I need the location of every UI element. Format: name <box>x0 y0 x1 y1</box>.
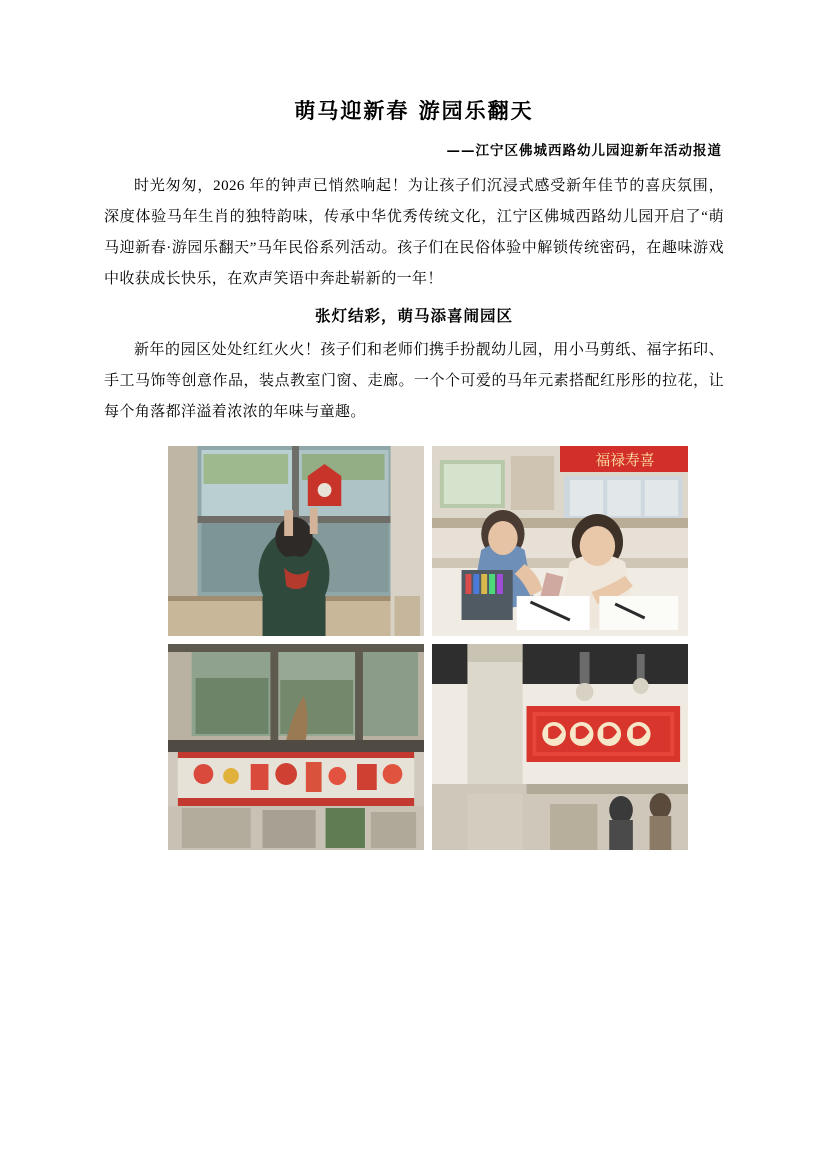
page-title: 萌马迎新春 游园乐翻天 <box>294 98 534 123</box>
document-subtitle: ——江宁区佛城西路幼儿园迎新年活动报道 <box>446 143 722 160</box>
section-paragraph: 新年的园区处处红红火火！孩子们和老师们携手扮靓幼儿园，用小马剪纸、福字拓印、手工马饰等创意作品，装点教室门窗、走廊。一个个可爱的马年元素搭配红彤彤的拉花，让每个角落都洋溢着浓浓的年味与童趣。 <box>104 342 724 420</box>
document-content <box>104 96 724 850</box>
photo-red-banner <box>432 644 688 850</box>
section-heading: 张灯结彩，萌马添喜闹园区 <box>314 306 513 326</box>
photo-corridor-decor <box>168 644 424 850</box>
intro-paragraph: 时光匆匆，2026 年的钟声已悄然响起！为让孩子们沉浸式感受新年佳节的喜庆氛围，深度体验马年生肖的独特韵味，传承中华优秀传统文化，江宁区佛城西路幼儿园开启了“萌马迎新春·游园乐翻天”马年民俗系列活动。孩子们在民俗体验中解锁传统密码，在趣味游戏中收获成长快乐，在欢声笑语中奔赴崭新的一年！ <box>104 178 724 287</box>
svg-text:福禄寿喜: 福禄寿喜 <box>595 450 655 469</box>
photo-gallery <box>168 446 688 850</box>
photo-window-decorating <box>168 446 424 636</box>
photo-children-writing <box>432 446 688 636</box>
